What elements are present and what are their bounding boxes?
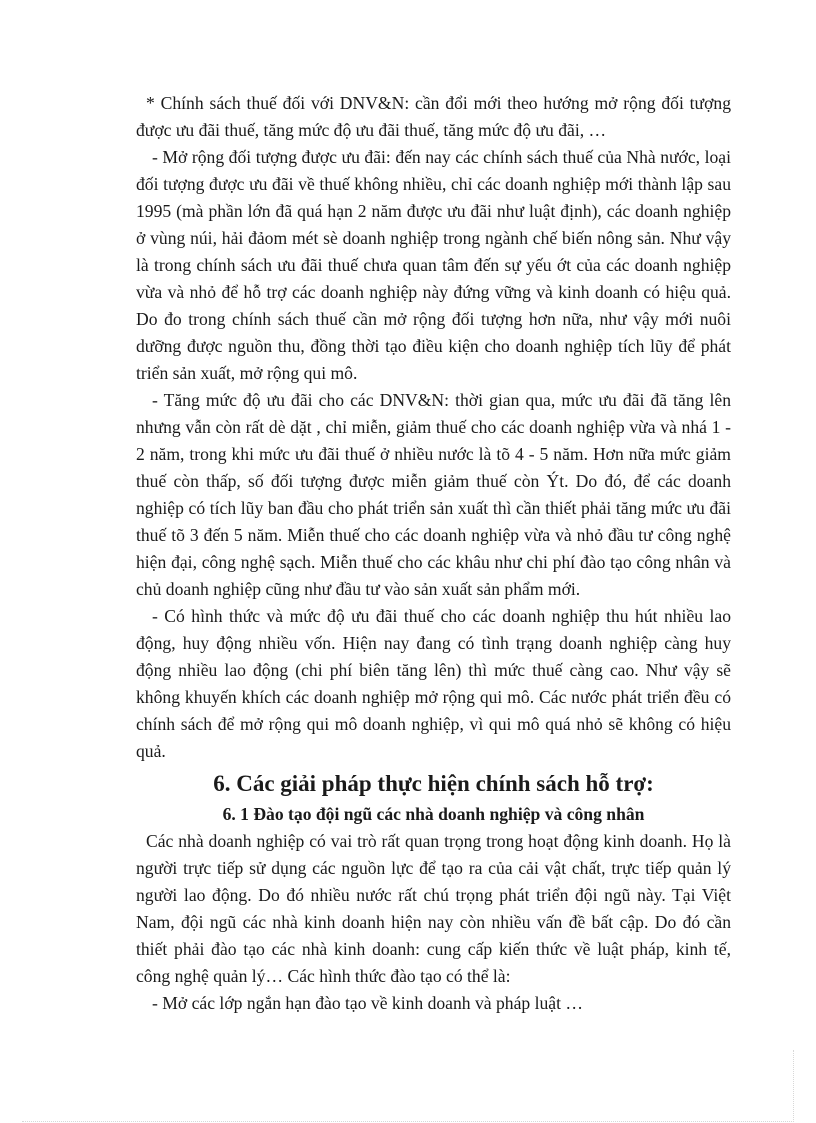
paragraph-increase-incentives: - Tăng mức độ ưu đãi cho các DNV&N: thời gian qua, mức ưu đãi đã tăng lên nhưng vẫn còn rất dè dặt , chỉ miễn, giảm thuế cho các doanh nghiệp vừa và nhá 1 - 2 năm, trong khi mức ưu đãi thuế ở nhiều nước là tõ 4 - 5 năm. Hơn nữa mức giảm thuế còn thấp, số đối tượng được miễn giảm thuế còn Ýt. Do đó, để các doanh nghiệp có tích lũy ban đầu cho phát triển sản xuất thì cần thiết phải tăng mức ưu đãi thuế tõ 3 đến 5 năm. Miễn thuế cho các doanh nghiệp vừa và nhỏ đầu tư công nghệ hiện đại, công nghệ sạch. Miễn thuế cho các khâu như chi phí đào tạo công nhân và chủ doanh nghiệp cũng như đầu tư vào sản xuất sản phẩm mới.	[136, 390, 731, 599]
paragraph-tax-policy: * Chính sách thuế đối với DNV&N: cần đổi mới theo hướng mở rộng đối tượng được ưu đãi thuế, tăng mức độ ưu đãi thuế, tăng mức độ ưu đãi, …	[136, 93, 731, 140]
subsection-heading: 6. 1 Đào tạo đội ngũ các nhà doanh nghiệp và công nhân	[222, 804, 645, 824]
section-heading: 6. Các giải pháp thực hiện chính sách hỗ trợ:	[213, 771, 654, 796]
paragraph-short-courses: - Mở các lớp ngắn hạn đào tạo về kinh doanh và pháp luật …	[152, 993, 583, 1013]
paragraph-training-entrepreneurs: Các nhà doanh nghiệp có vai trò rất quan trọng trong hoạt động kinh doanh. Họ là người trực tiếp sử dụng các nguồn lực để tạo ra của cải vật chất, trực tiếp quản lý người lao động. Do đó nhiều nước rất chú trọng phát triển đội ngũ này. Tại Việt Nam, đội ngũ các nhà kinh doanh hiện nay còn nhiều vấn đề bất cập. Do đó cần thiết phải đào tạo các nhà kinh doanh: cung cấp kiến thức về luật pháp, kinh tế, công nghệ quản lý… Các hình thức đào tạo có thể là:	[136, 831, 731, 986]
page-border-bottom	[22, 1121, 794, 1122]
page-content	[136, 90, 731, 1017]
paragraph-labor-incentives: - Có hình thức và mức độ ưu đãi thuế cho các doanh nghiệp thu hút nhiều lao động, huy động nhiều vốn. Hiện nay đang có tình trạng doanh nghiệp càng huy động nhiều lao động (chi phí biên tăng lên) thì mức thuế càng cao. Như vậy sẽ không khuyến khích các doanh nghiệp mở rộng qui mô. Các nước phát triển đều có chính sách để mở rộng qui mô doanh nghiệp, vì qui mô quá nhỏ sẽ không có hiệu quả.	[136, 606, 731, 761]
page-border-right	[793, 1050, 794, 1120]
paragraph-expand-beneficiaries: - Mở rộng đối tượng được ưu đãi: đến nay các chính sách thuế của Nhà nước, loại đối tượng được ưu đãi về thuế không nhiều, chỉ các doanh nghiệp mới thành lập sau 1995 (mà phần lớn đã quá hạn 2 năm được ưu đãi như luật định), các doanh nghiệp ở vùng núi, hải đảom mét sè doanh nghiệp trong ngành chế biến nông sản. Như vậy là trong chính sách ưu đãi thuế chưa quan tâm đến sự yếu ớt của các doanh nghiệp vừa và nhỏ để hỗ trợ các doanh nghiệp này đứng vững và kinh doanh có hiệu quả. Do đo trong chính sách thuế cần mở rộng đối tượng hơn nữa, như vậy mới nuôi dưỡng được nguồn thu, đồng thời tạo điều kiện cho doanh nghiệp tích lũy để phát triển sản xuất, mở rộng qui mô.	[136, 147, 731, 383]
